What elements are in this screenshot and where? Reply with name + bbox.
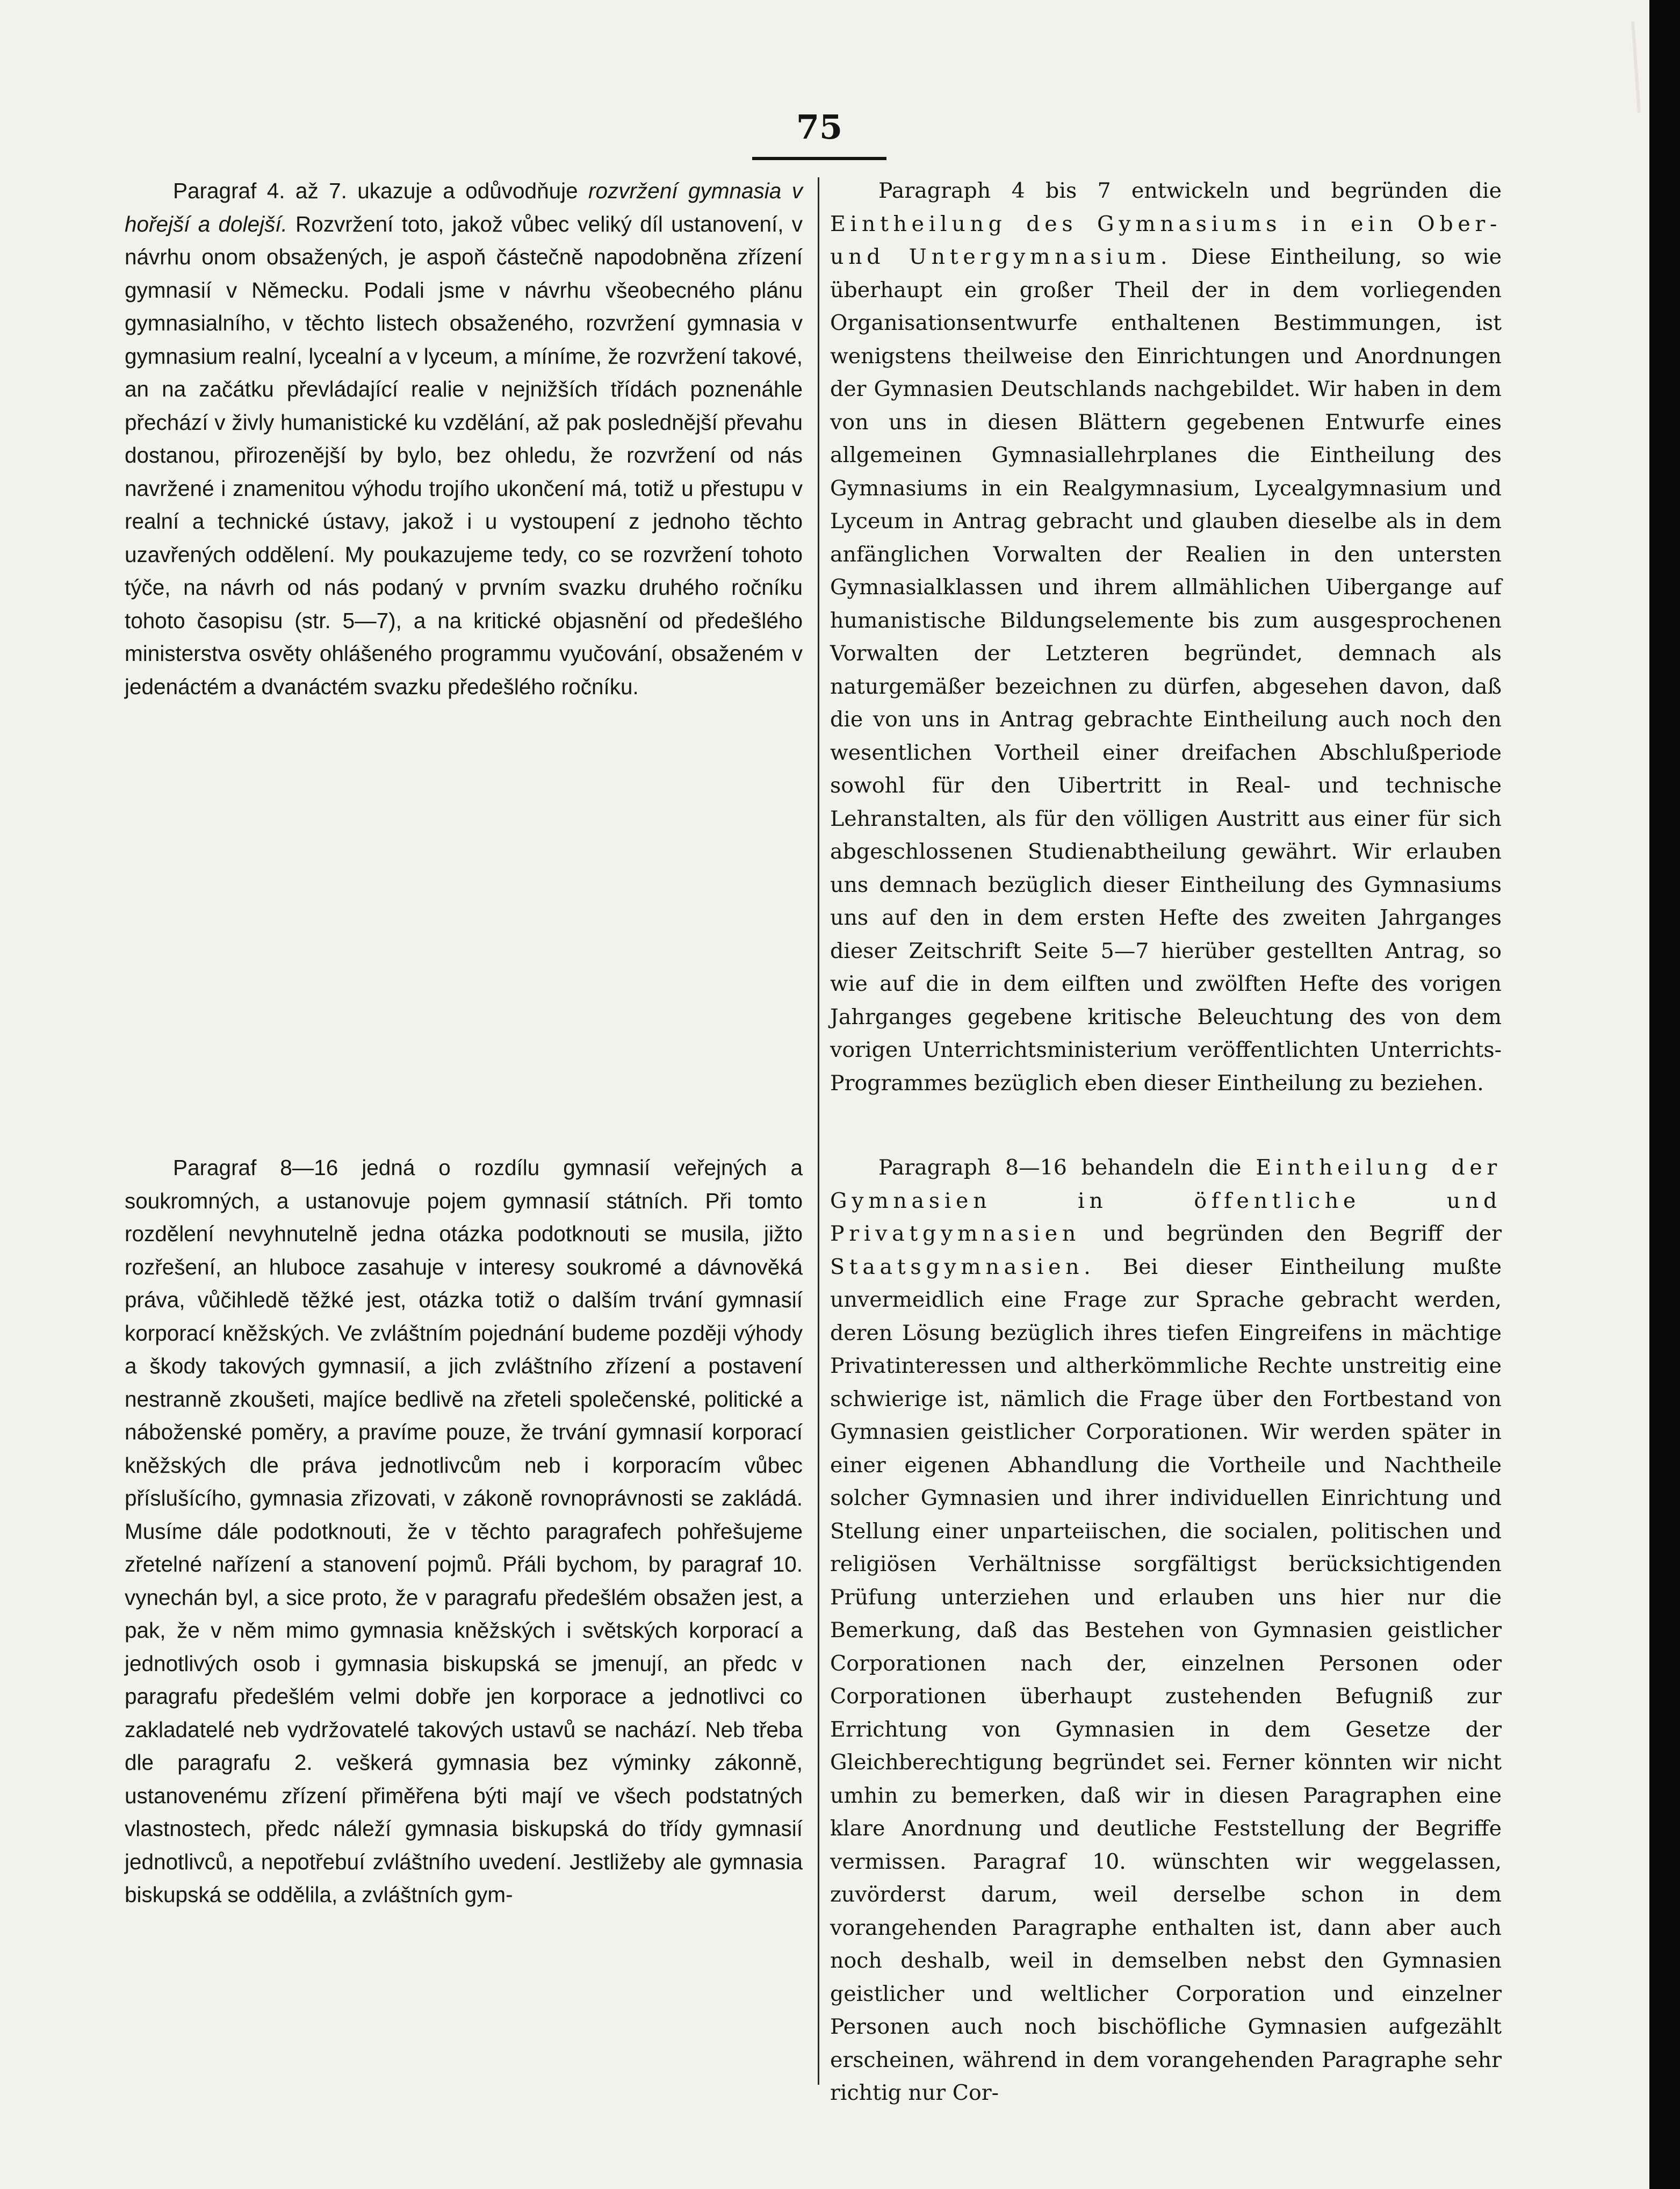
german-paragraph-8-16 xyxy=(830,1151,1502,2110)
german-lead-spaced: Eintheilung des Gymnasiums in ein Ober- und Untergymnasium. xyxy=(830,211,1502,269)
page-number: 75 xyxy=(796,107,843,147)
german-paragraph-4-7 xyxy=(830,175,1502,1100)
czech-body: Rozvržení toto, jakož vůbec veliký díl ustanovení, v návrhu onom obsažených, je aspoň částečně napodobněna zřízení gymnasií v Německu. Podali jsme v návrhu všeobecného plánu gymnasialního, v těchto listech obsaženého, rozvržení gymnasia v gymnasium realní, lycealní a v lyceum, a míníme, že rozvržení takové, an na začátku převládající realie v nejnižších třídách poznenáhle přechází v živly humanistické ku vzdělání, až pak poslednější převahu dostanou, přirozenější by bylo, bez ohledu, že rozvržení od nás navržené i znamenitou výhodu trojího ukončení má, totiž u přestupu v realní a technické ústavy, jakož i u vystoupení z jednoho těchto uzavřených oddělení. My poukazujeme tedy, co se rozvržení tohoto týče, na návrh od nás podaný v prvním svazku druhého ročníku tohoto časopisu (str. 5—7), a na kritické objasnění od předešlého ministerstva osvěty ohlášeného programmu vyučování, obsaženém v jedenáctém a dvanáctém svazku předešlého ročníku. xyxy=(125,211,803,699)
german-mid: und begründen den Begriff der xyxy=(1080,1221,1502,1246)
page-edge-shadow xyxy=(1649,0,1680,2189)
czech-section-1 xyxy=(125,175,803,703)
column-divider xyxy=(818,177,819,2085)
czech-paragraph-4-7 xyxy=(125,175,803,703)
czech-lead-italic: rozvržení gymnasia v hořejší a dolejší. xyxy=(125,178,803,236)
german-lead-spaced: Eintheilung der Gymnasien in öffentliche und Privatgymnasien xyxy=(830,1155,1502,1246)
german-body: Bei dieser Eintheilung mußte unvermeidlich eine Frage zur Sprache gebracht werden, deren Lösung bezüglich ihres tiefen Eingreifens in mächtige Privatinteressen und altherkömmliche Rechte unstreitig eine schwierige ist, nämlich die Frage über den Fortbestand von Gymnasien geistlicher Corporationen. Wir werden später in einer eigenen Abhandlung die Vortheile und Nachtheile solcher Gymnasien und ihrer individuellen Einrichtung und Stellung einer unparteiischen, die socialen, politischen und religiösen Verhältnisse sorgfältigst berücksichtigenden Prüfung unterziehen und erlauben uns hier nur die Bemerkung, daß das Bestehen von Gymnasien geistlicher Corporationen nach der, einzelnen Personen oder Corporationen überhaupt zustehenden Befugniß zur Errichtung von Gymnasien in dem Gesetze der Gleichberechtigung begründet sei. Ferner könnten wir nicht umhin zu bemerken, daß wir in diesen Paragraphen eine klare Anordnung und deutliche Feststellung der Begriffe vermissen. Paragraf 10. wünschten wir weggelassen, zuvörderst darum, weil derselbe schon in dem vorangehenden Paragraphe enthalten ist, dann aber auch noch deshalb, weil in demselben nebst den Gymnasien geistlicher und weltlicher Corporation und einzelner Personen auch noch bischöfliche Gymnasien aufgezählt erscheinen, während in dem vorangehenden Paragraphe sehr richtig nur Cor- xyxy=(830,1254,1502,2105)
german-body: Diese Eintheilung, so wie überhaupt ein großer Theil der in dem vorliegenden Organisationsentwurfe enthaltenen Bestimmungen, ist wenigstens theilweise den Einrichtungen und Anordnungen der Gymnasien Deutschlands nachgebildet. Wir haben in dem von uns in diesen Blättern gegebenen Entwurfe eines allgemeinen Gymnasiallehrplanes die Eintheilung des Gymnasiums in ein Realgymnasium, Lycealgymnasium und Lyceum in Antrag gebracht und glauben dieselbe als in dem anfänglichen Vorwalten der Realien in den untersten Gymnasialklassen und ihrem allmählichen Uibergange auf humanistische Bildungselemente bis zum ausgesprochenen Vorwalten der Letzteren begründet, demnach als naturgemäßer bezeichnen zu dürfen, abgesehen davon, daß die von uns in Antrag gebrachte Eintheilung auch noch den wesentlichen Vortheil einer dreifachen Abschlußperiode sowohl für den Uibertritt in Real- und technische Lehranstalten, als für den völligen Austritt aus einer für sich abgeschlossenen Studienabtheilung gewährt. Wir erlauben uns demnach bezüglich dieser Eintheilung des Gymnasiums uns auf den in dem ersten Hefte des zweiten Jahrganges dieser Zeitschrift Seite 5—7 hierüber gestellten Antrag, so wie auf die in dem eilften und zwölften Hefte des vorigen Jahrganges gegebene kritische Beleuchtung des von dem vorigen Unterrichtsministerium veröffentlichten Unterrichts-Programmes bezüglich eben dieser Eintheilung zu beziehen. xyxy=(830,244,1502,1096)
czech-section-2 xyxy=(125,1151,803,1912)
german-section-2 xyxy=(830,1151,1502,2110)
german-lead: Paragraph 8—16 behandeln die xyxy=(878,1155,1256,1180)
czech-paragraph-8-16: Paragraf 8—16 jedná o rozdílu gymnasií veřejných a soukromných, a ustanovuje pojem gymnasií státních. Při tomto rozdělení nevyhnutelně jedna otázka podotknouti se musila, jižto rozřešení, an hluboce zasahuje v interesy soukromé a dávnověká práva, vůčihledě těžké jest, otázka totiž o dalším trvání gymnasií korporací kněžských. Ve zvláštním pojednání budeme později výhody a škody takových gymnasií, a jich zvláštního zřízení a postavení nestranně zkoušeti, majíce bedlivě na zřeteli společenské, politické a náboženské poměry, a pravíme pouze, že trvání gymnasií korporací kněžských dle práva jednotlivcům neb i korporacím vůbec příslušícího, gymnasia zřizovati, v zákoně rovnoprávnosti se zakládá. Musíme dále podotknouti, že v těchto paragrafech pohřešujeme zřetelné nařízení a stanovení pojmů. Přáli bychom, by paragraf 10. vynechán byl, a sice proto, že v paragrafu předešlém obsažen jest, a pak, že v něm mimo gymnasia kněžských i světských korporací a jednotlivých osob i gymnasia biskupská se jmenují, an předc v paragrafu předešlém velmi dobře jen korporace a jednotlivci co zakladatelé neb vydržovatelé takových ustavů se nachází. Neb třeba dle paragrafu 2. veškerá gymnasia bez výminky zákonně, ustanovenému zřízení přiměřena býti mají ve všech podstatných vlastnostech, předc náleží gymnasia biskupská do třídy gymnasií jednotlivců, a nepotřebuí zvláštního uvedení. Jestližeby ale gymnasia biskupská se oddělila, a zvláštních gym- xyxy=(125,1155,803,1907)
german-mid-spaced: Staatsgymnasien. xyxy=(830,1254,1095,1279)
german-lead: Paragraph 4 bis 7 entwickeln und begründen die xyxy=(878,178,1502,203)
page-number-rule xyxy=(752,157,886,160)
german-section-1 xyxy=(830,175,1502,1100)
czech-lead: Paragraf 4. až 7. ukazuje a odůvodňuje xyxy=(173,178,589,203)
